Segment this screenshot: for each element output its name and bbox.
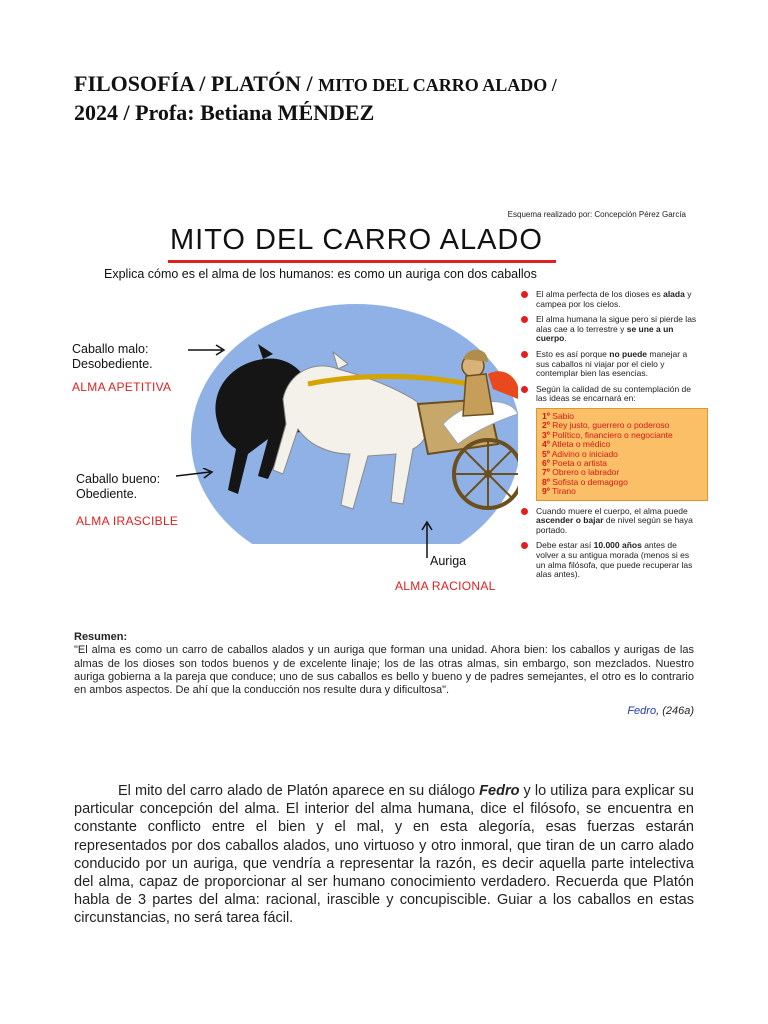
good-horse-line2: Obediente. [76, 487, 138, 501]
red-bullet-icon [521, 508, 528, 515]
red-bullet-icon [521, 351, 528, 358]
rank-item: 5º Adivino o iniciado [542, 448, 618, 459]
reincarnation-ranks [536, 408, 708, 501]
rank-item: 3º Político, financiero o negociante [542, 429, 673, 440]
alma-apetitiva-label: ALMA APETITIVA [72, 380, 172, 394]
rank-item: 8º Sofista o demagogo [542, 476, 628, 487]
good-horse-label [76, 472, 160, 502]
chariot-illustration [188, 304, 518, 544]
rank-item: 7º Obrero o labrador [542, 467, 620, 478]
infographic-credit: Esquema realizado por: Concepción Pérez García [507, 210, 686, 219]
summary-block [74, 631, 694, 719]
charioteer-label: Auriga [430, 554, 467, 568]
notes-column [516, 290, 700, 586]
note-item: El alma perfecta de los dioses es alada y campea por los cielos. [516, 290, 700, 309]
rank-item: 1º Sabio [542, 410, 574, 421]
alma-irascible-label: ALMA IRASCIBLE [76, 514, 179, 528]
note-item: Cuando muere el cuerpo, el alma puede ascender o bajar de nivel según se haya portado. [516, 507, 700, 536]
bad-horse-line2: Desobediente. [72, 357, 153, 371]
citation [74, 705, 694, 718]
red-bullet-icon [521, 542, 528, 549]
red-bullet-icon [521, 386, 528, 393]
bad-horse-line1: Caballo malo: [72, 342, 149, 356]
title-part-1: FILOSOFÍA / PLATÓN / [74, 71, 319, 96]
arrow-icon [188, 344, 228, 356]
title-part-3: 2024 / Profa: Betiana MÉNDEZ [74, 100, 375, 125]
rank-item: 2º Rey justo, guerrero o poderoso [542, 420, 670, 431]
note-item: Esto es así porque no puede manejar a sus caballos ni viajar por el cielo y contemplar bien las esencias. [516, 350, 700, 379]
bad-horse-label [72, 342, 153, 372]
title-underline [168, 260, 556, 263]
note-item: Según la calidad de su contemplación de las ideas se encarnará en: [516, 385, 700, 404]
rank-item: 9º Tirano [542, 486, 576, 497]
body-paragraph [74, 782, 694, 928]
rank-item: 4º Atleta o médico [542, 439, 611, 450]
note-item: El alma humana la sigue pero si pierde las alas cae a lo terrestre y se une a un cuerpo. [516, 315, 700, 344]
title-part-2: MITO DEL CARRO ALADO / [318, 75, 557, 95]
page-title [74, 70, 714, 127]
body-text-part1: El mito del carro alado de Platón aparece en su diálogo [118, 783, 480, 799]
arrow-icon [176, 468, 216, 480]
good-horse-line1: Caballo bueno: [76, 472, 161, 486]
infographic-subtitle: Explica cómo es el alma de los humanos: es como un auriga con dos caballos [104, 267, 537, 281]
summary-heading: Resumen: [74, 631, 128, 643]
alma-racional-label: ALMA RACIONAL [395, 579, 496, 593]
red-bullet-icon [521, 316, 528, 323]
citation-work: Fedro [627, 705, 657, 718]
body-text-part2: y lo utiliza para explicar su particular concepción del alma. El interior del alma humana, dice el filósofo, se encuentra en constante conflicto entre el bien y el mal, y en esta alegoría, esas fuerzas estarán representados por dos caballos alados, uno virtuoso y otro inmoral, que tiran de un carro alado conducido por un auriga, que vendría a representar la razón, es decir aquella parte intelectiva del alma, capaz de proporcionar al ser humano conocimiento verdadero. Recuerda que Platón habla de 3 partes del alma: racional, irascible y concupiscible. Guiar a los caballos en estas circunstancias, no será tarea fácil. [74, 783, 694, 927]
infographic-title: MITO DEL CARRO ALADO [170, 224, 543, 256]
red-bullet-icon [521, 291, 528, 298]
carro-alado-infographic [68, 204, 700, 606]
rank-item: 6º Poeta o artista [542, 457, 608, 468]
note-item: Debe estar así 10.000 años antes de volver a su antigua morada (menos si es un alma filósofa, que puede recuperar las alas antes). [516, 541, 700, 579]
summary-quote: "El alma es como un carro de caballos alados y un auriga que forman una unidad. Ahora bien: los caballos y aurigas de las almas de los dioses son todos buenos y de excelente linaje; los de las otras almas, sin embargo, son mezclados. Nuestro auriga gobierna a la pareja que conduce; uno de sus caballos es bello y bueno y de padres semejantes, el otro es lo contrario en ambos aspectos. De ahí que la conducción nos resulte dura y dificultosa". [74, 644, 694, 697]
body-fedro: Fedro [479, 783, 520, 799]
citation-ref: , (246a) [656, 705, 694, 718]
